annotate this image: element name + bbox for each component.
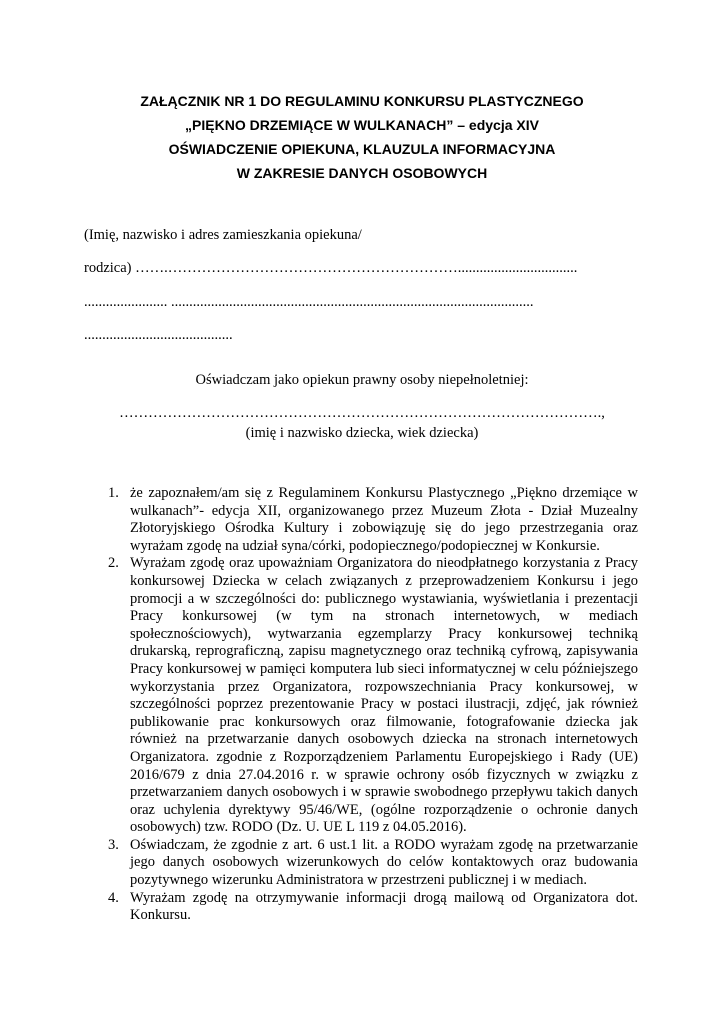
child-name-dots: ………………………………………………………………………………………., [119,405,605,421]
list-item-number: 4. [108,889,119,906]
list-item-text: Oświadczam, że zgodnie z art. 6 ust.1 lit. a RODO wyrażam zgodę na przetwarzanie jego danych osobowych wizerunkowych do celów kontaktowych oraz budowania pozytywnego wizerunku Administratora w przestrzeni publicznej i w mediach. [130,836,638,889]
list-item-text: Wyrażam zgodę oraz upoważniam Organizatora do nieodpłatnego korzystania z Pracy konkursowej Dziecka w celach związanych z przeprowadzeniem Konkursu i jego promocji a w szczególności do: publicznego wystawiania, wyświetlania i prezentacji Pracy konkursowej (w tym na stronach internetowych, w mediach społecznościowych), wytwarzania egzemplarzy Pracy konkursowej techniką drukarską, reprograficzną, zapisu magnetycznego oraz techniką cyfrową, zapisywania Pracy konkursowej w pamięci komputera lub sieci informatycznej w celu późniejszego wykorzystania przez Organizatora, rozpowszechniania Pracy konkursowej, w szczególności poprzez prezentowanie Pracy w postaci ilustracji, zdjęć, jak również publikowanie prac konkursowych oraz filmowanie, fotografowanie dziecka jak również na przetwarzanie danych osobowych dziecka na stronach internetowych Organizatora. zgodnie z Rozporządzeniem Parlamentu Europejskiego i Rady (UE) 2016/679 z dnia 27.04.2016 r. w sprawie ochrony osób fizycznych w związku z przetwarzaniem danych osobowych i w sprawie swobodnego przepływu takich danych oraz uchylenia dyrektywy 95/46/WE, (ogólne rozporządzenie o ochronie danych osobowych) tzw. RODO (Dz. U. UE L 119 z 04.05.2016). [130,555,638,836]
guardian-dots-line-1: ....................... .................................................................................................... [84,294,534,310]
consent-item-2 [108,555,638,837]
consent-item-4 [108,890,638,925]
heading-line-3: OŚWIADCZENIE OPIEKUNA, KLAUZULA INFORMACYJNA [168,141,556,157]
consent-item-3 [108,837,638,890]
declaration-intro: Oświadczam jako opiekun prawny osoby niepełnoletniej: [195,372,529,388]
list-item-number: 1. [108,485,119,501]
heading-line-4: W ZAKRESIE DANYCH OSOBOWYCH [236,165,488,181]
list-item-text: Wyrażam zgodę na otrzymywanie informacji drogą mailową od Organizatora dot. Konkursu. [130,889,638,924]
list-item-number: 2. [108,555,119,572]
consent-item-1 [108,485,638,555]
document-heading [0,89,724,185]
list-item-number: 3. [108,836,119,853]
consent-list [108,485,638,925]
child-name-caption: (imię i nazwisko dziecka, wiek dziecka) [245,425,479,441]
heading-line-1: ZAŁĄCZNIK NR 1 DO REGULAMINU KONKURSU PLASTYCZNEGO [140,93,584,109]
list-item-text: że zapoznałem/am się z Regulaminem Konkursu Plastycznego „Piękno drzemiące w wulkanach”- edycja XII, organizowanego przez Muzeum Złota - Dział Muzealny Złotoryjskiego Ośrodka Kultury i zobowiązuję się do jego przestrzegania oraz wyrażam zgodę na udział syna/córki, podopiecznego/podopiecznej w Konkursie. [130,485,638,554]
heading-line-2: „PIĘKNO DRZEMIĄCE W WULKANACH” – edycja XIV [185,117,539,133]
guardian-label-line-2: rodzica) …….……………………………………………………................................. [84,260,578,276]
guardian-label-line-1: (Imię, nazwisko i adres zamieszkania opiekuna/ [84,227,362,243]
guardian-dots-line-2: ......................................... [84,327,233,343]
